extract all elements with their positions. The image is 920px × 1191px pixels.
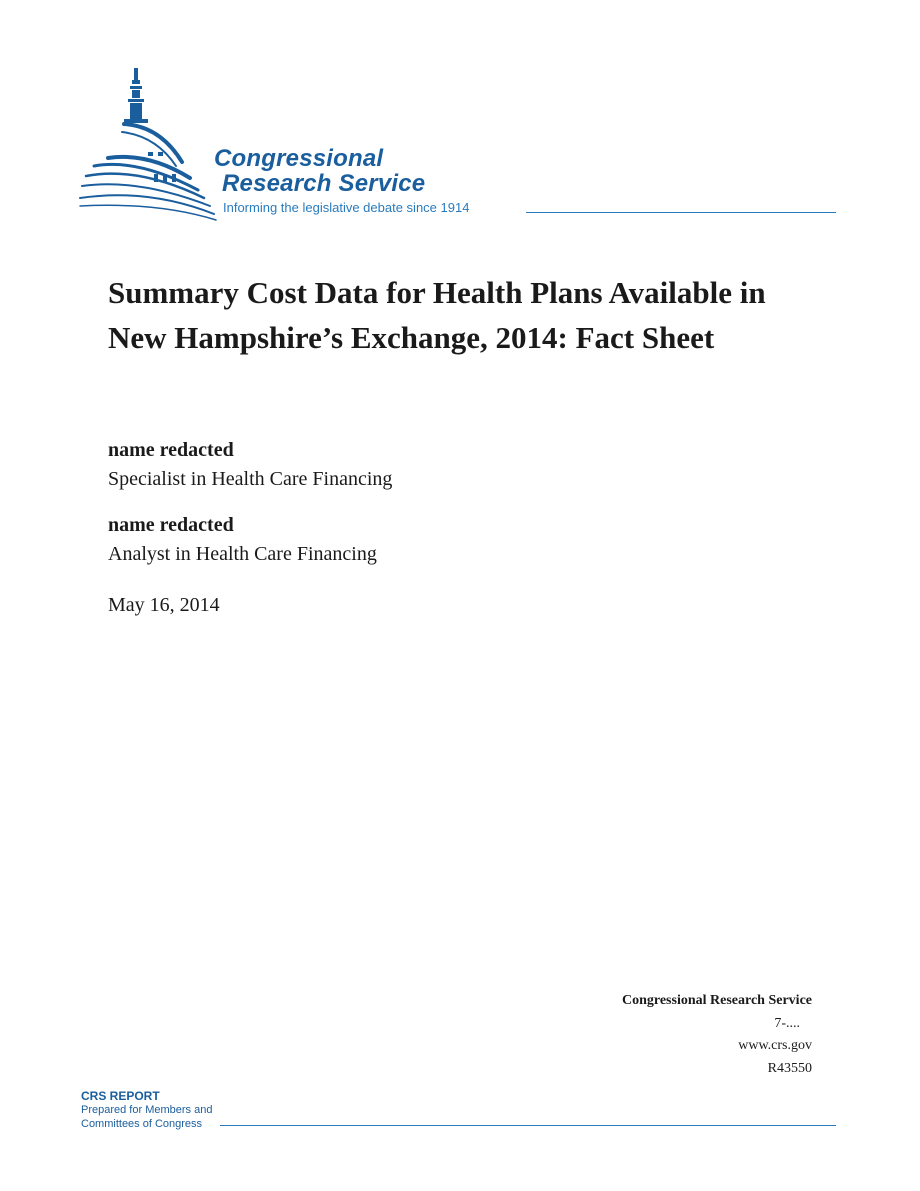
footer-divider bbox=[220, 1125, 836, 1126]
author-name: name redacted bbox=[108, 439, 234, 461]
crs-report-label: CRS REPORT bbox=[81, 1089, 160, 1103]
logo-name-line2: Research Service bbox=[222, 170, 426, 197]
author-block bbox=[108, 436, 392, 494]
author-role: Analyst in Health Care Financing bbox=[108, 543, 377, 565]
report-date: May 16, 2014 bbox=[108, 594, 220, 616]
crs-report-line2: Committees of Congress bbox=[81, 1118, 203, 1130]
capitol-dome-icon bbox=[78, 66, 228, 222]
author-name: name redacted bbox=[108, 514, 234, 536]
report-title: Summary Cost Data for Health Plans Available in New Hampshire’s Exchange, 2014: Fact Sheet bbox=[108, 275, 766, 355]
logo-tagline: Informing the legislative debate since 1914 bbox=[223, 200, 470, 215]
author-role: Specialist in Health Care Financing bbox=[108, 468, 393, 490]
crs-report-block bbox=[81, 1089, 212, 1131]
report-number: R43550 bbox=[767, 1060, 812, 1076]
author-block bbox=[108, 511, 377, 569]
logo-name-line1: Congressional bbox=[214, 145, 384, 172]
report-code: 7-.... bbox=[774, 1015, 800, 1031]
website-link[interactable]: www.crs.gov bbox=[738, 1038, 812, 1053]
publisher-name: Congressional Research Service bbox=[621, 993, 812, 1008]
crs-logo bbox=[78, 66, 838, 222]
logo-wordmark bbox=[214, 146, 425, 196]
logo-divider bbox=[526, 212, 836, 213]
crs-report-line1: Prepared for Members and bbox=[81, 1104, 213, 1116]
publisher-info bbox=[622, 990, 812, 1080]
